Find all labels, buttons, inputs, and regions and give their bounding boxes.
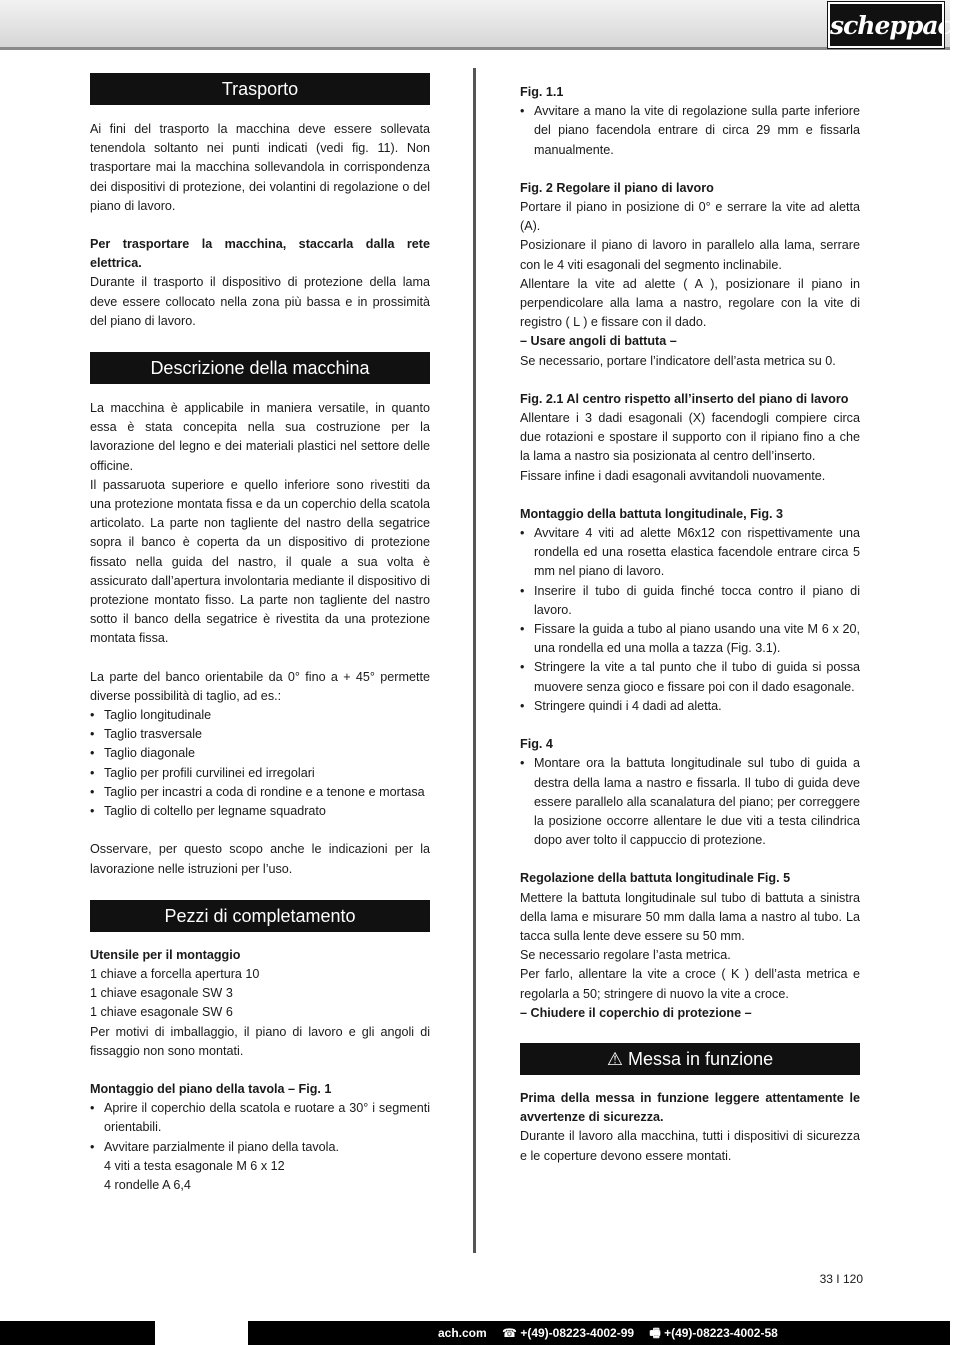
list-item: • Fissare la guida a tubo al piano usando una vite M 6 x 20, una rondella ed una molla a tazza (Fig. 3.1). <box>520 620 860 658</box>
fig3-list <box>520 524 860 716</box>
list-item: • Montare ora la battuta longitudinale sul tubo di guida a destra della lama a nastro e fissarla. Il tubo di guida deve essere parallelo alla scanalatura del piano; per correggere la posizione occorre allentare le due viti a testa cilindrica dopo aver tolto il cappuccio di protezione. <box>520 754 860 850</box>
paragraph: Portare il piano in posizione di 0° e serrare la vite ad aletta (A). <box>520 200 860 234</box>
list-item: • Avvitare 4 viti ad alette M6x12 con rispettivamente una rondella ed una rosetta elastica facendole entrare circa 5 mm nel piano di lavoro. <box>520 524 860 582</box>
list-item: • Avvitare parzialmente il piano della tavola. <box>90 1138 430 1157</box>
subheading: Fig. 1.1 <box>520 85 564 99</box>
list-item: • Taglio trasversale <box>90 725 430 744</box>
subheading: Fig. 2.1 Al centro rispetto all’inserto del piano di lavoro <box>520 391 849 406</box>
tool-line: 1 chiave a forcella apertura 10 <box>90 966 260 981</box>
paragraph: Per farlo, allentare la vite a croce ( K ) dell’asta metrica e regolarla a 50; stringere di nuovo la vite a croce. <box>520 967 860 1001</box>
subheading: Fig. 2 Regolare il piano di lavoro <box>520 180 714 195</box>
phone-text: ☎ +(49)-08223-4002-99 <box>502 1326 635 1340</box>
paragraph: Durante il trasporto il dispositivo di protezione della lama deve essere collocato nella zona più bassa e in prossimità del piano di lavoro. <box>90 275 430 328</box>
column-divider <box>473 68 476 1253</box>
list-item: • Stringere quindi i 4 dadi ad aletta. <box>520 697 860 716</box>
emphasis-line: – Usare angoli di battuta – <box>520 334 677 349</box>
list-item: • Stringere la vite a tal punto che il tubo di guida si possa muovere senza gioco e fissare poi con il dado esagonale. <box>520 658 860 696</box>
paragraph: Fissare infine i dadi esagonali avvitandoli nuovamente. <box>520 468 826 483</box>
tool-line: 1 chiave esagonale SW 6 <box>90 1005 233 1020</box>
list-item: • Inserire il tubo di guida finché tocca contro il piano di lavoro. <box>520 582 860 620</box>
subheading: Utensile per il montaggio <box>90 947 241 962</box>
section-heading-messa-in-funzione: ⚠ Messa in funzione <box>520 1043 860 1075</box>
tool-line: 1 chiave esagonale SW 3 <box>90 986 233 1001</box>
subheading: Montaggio del piano della tavola – Fig. 1 <box>90 1081 332 1096</box>
list-item: • Taglio per profili curvilinei ed irregolari <box>90 764 430 783</box>
list-continuation: 4 rondelle A 6,4 <box>104 1177 191 1192</box>
paragraph: Posizionare il piano di lavoro in parallelo alla lama, serrare con le 4 viti esagonali del segmento inclinabile. <box>520 238 860 272</box>
warning-text: Prima della messa in funzione leggere attentamente le avvertenze di sicurezza. <box>520 1090 860 1125</box>
right-column <box>520 83 860 1166</box>
paragraph: La macchina è applicabile in maniera versatile, in quanto essa è stata concepita nella sua costruzione per la lavorazione del legno e dei materiali plastici nel settore delle officine. <box>90 401 430 473</box>
emphasis-line: – Chiudere il coperchio di protezione – <box>520 1005 752 1020</box>
section-heading-trasporto: Trasporto <box>90 73 430 105</box>
list-item: • Taglio longitudinale <box>90 706 430 725</box>
list-item: • Aprire il coperchio della scatola e ruotare a 30° i segmenti orientabili. <box>90 1099 430 1137</box>
left-column <box>90 73 430 1195</box>
page-number: 33 I 120 <box>819 1272 863 1286</box>
paragraph: Il passaruota superiore e quello inferiore sono rivestiti da una protezione montata fissa e da un coperchio della scatola articolato. La parte non tagliente del nastro della segatrice sopra il banco è coperta da un dispositivo di protezione fissato nella guida del nastro, il quale a sua volta è assicurato dall’apertura involontaria mediante il dispositivo di protezione montato fisso. La parte non tagliente del nastro sotto il banco della segatrice è rivestita da una protezione montata fissa. <box>90 477 430 646</box>
fig4-list <box>520 754 860 850</box>
footer-bar <box>0 1321 950 1345</box>
list-item: • Taglio per incastri a coda di rondine e a tenone e mortasa <box>90 783 430 802</box>
paragraph: Durante il lavoro alla macchina, tutti i dispositivi di sicurezza e le coperture devono essere montati. <box>520 1129 860 1163</box>
fax-text: 🖷 +(49)-08223-4002-58 <box>649 1326 778 1340</box>
paragraph: Se necessario, portare l’indicatore dell’asta metrica su 0. <box>520 353 836 368</box>
subheading: Montaggio della battuta longitudinale, Fig. 3 <box>520 506 784 521</box>
header-bar <box>0 0 969 50</box>
section-heading-descrizione: Descrizione della macchina <box>90 352 430 384</box>
paragraph: Mettere la battuta longitudinale sul tubo di battuta a sinistra della lama e misurare 50 mm dalla lama a nastro al tubo. La tacca sulla lente deve essere su 50 mm. <box>520 890 860 943</box>
paragraph: La parte del banco orientabile da 0° fino a + 45° permette diverse possibilità di taglio, ad es.: <box>90 669 430 703</box>
paragraph: Se necessario regolare l’asta metrica. <box>520 948 731 963</box>
footer-contact <box>248 1321 950 1345</box>
paragraph: Osservare, per questo scopo anche le indicazioni per la lavorazione nelle istruzioni per l’uso. <box>90 842 430 876</box>
cut-types-list <box>90 706 430 821</box>
paragraph: Per motivi di imballaggio, il piano di lavoro e gli angoli di fissaggio non sono montati. <box>90 1024 430 1058</box>
paragraph: Allentare i 3 dadi esagonali (X) facendogli compiere circa due rotazioni e spostare il supporto con il ripiano fino a che la lama a nastro sia posizionata al centro dell’inserto. <box>520 411 860 464</box>
list-item: • Taglio diagonale <box>90 744 430 763</box>
paragraph: Ai fini del trasporto la macchina deve essere sollevata tenendola soltanto nei punti indicati (vedi fig. 11). Non trasportare mai la macchina sollevandola in corrispondenza dei dispositivi di protezione, dei volantini di regolazione o del piano di lavoro. <box>90 122 430 213</box>
list-item: • Taglio di coltello per legname squadrato <box>90 802 430 821</box>
assembly-list <box>90 1099 430 1157</box>
section-heading-pezzi: Pezzi di completamento <box>90 900 430 932</box>
subheading: Regolazione della battuta longitudinale Fig. 5 <box>520 871 791 886</box>
fig11-list <box>520 102 860 160</box>
list-continuation: 4 viti a testa esagonale M 6 x 12 <box>104 1158 285 1173</box>
warning-text: Per trasportare la macchina, staccarla dalla rete elettrica. <box>90 237 430 271</box>
paragraph: Allentare la vite ad alette ( A ), posizionare il piano in perpendicolare alla lama a nastro, regolare con la vite di registro ( L ) e fissare con il dado. <box>520 276 860 330</box>
list-item: • Avvitare a mano la vite di regolazione sulla parte inferiore del piano facendola entrare di circa 29 mm e fissarla manualmente. <box>520 102 860 160</box>
website-text: ach.com <box>438 1326 487 1340</box>
footer-block <box>0 1321 155 1345</box>
brand-logo: scheppach <box>828 2 944 48</box>
subheading: Fig. 4 <box>520 737 553 752</box>
